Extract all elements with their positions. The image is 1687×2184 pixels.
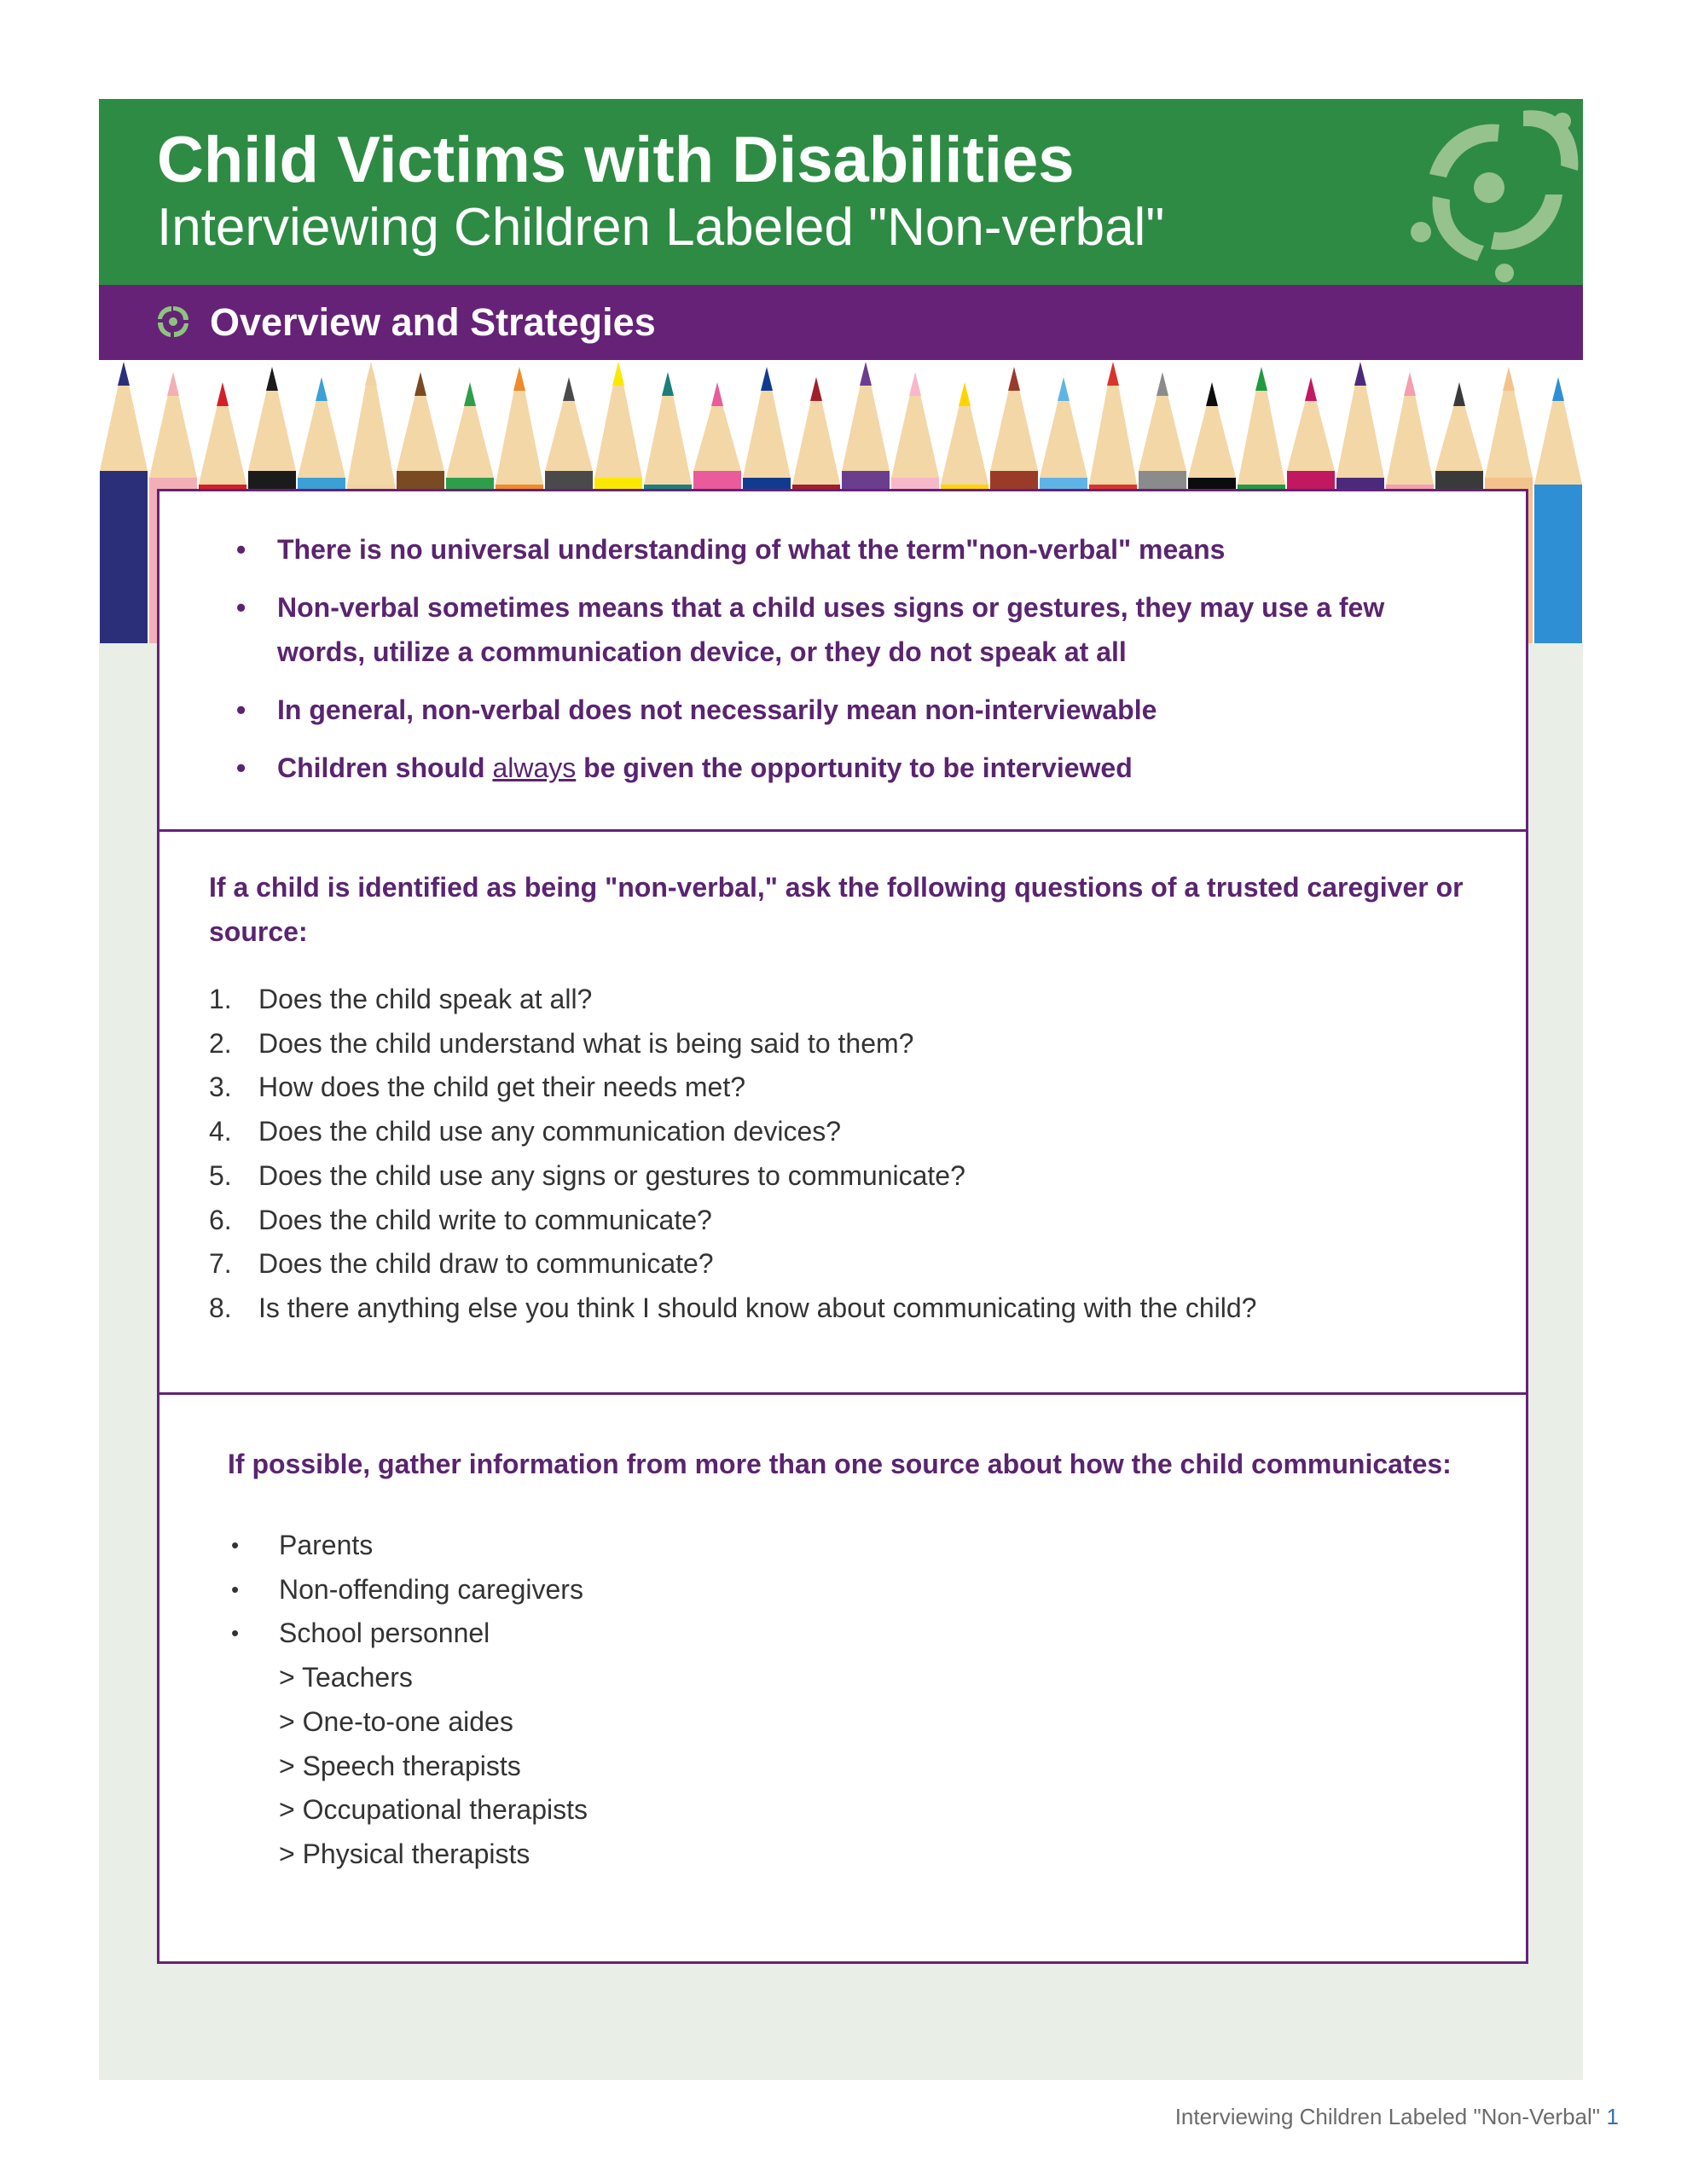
questions-heading: If a child is identified as being "non-verbal," ask the following questions of a trusted caregiver or source: xyxy=(209,872,1464,947)
question-item xyxy=(209,1199,1488,1243)
overview-bullet-list xyxy=(236,527,1430,804)
question-item xyxy=(209,1022,1488,1066)
source-item: • School personnel xyxy=(231,1612,1255,1656)
sources-heading: If possible, gather information from more than one source about how the child communicates: xyxy=(228,1449,1452,1479)
sources-list xyxy=(231,1524,1255,1877)
question-text: Is there anything else you think I should know about communicating with the child? xyxy=(258,1292,1257,1323)
question-item xyxy=(209,1066,1488,1110)
source-item: • Non-offending caregivers xyxy=(231,1568,1255,1612)
source-sub-item: > Teachers xyxy=(279,1662,413,1693)
overview-bullet xyxy=(236,746,1430,790)
overview-text: be given the opportunity to be interviewed xyxy=(576,752,1133,783)
question-item xyxy=(209,1154,1488,1199)
source-sub-item: > One-to-one aides xyxy=(279,1705,513,1737)
swirl-logo-icon xyxy=(1395,99,1583,285)
pencil xyxy=(1534,377,1582,643)
content-box xyxy=(157,489,1528,1964)
question-text: Does the child draw to communicate? xyxy=(258,1248,714,1280)
question-text: Does the child use any communication devices? xyxy=(258,1116,842,1147)
source-item: • Parents xyxy=(231,1524,1255,1568)
question-text: Does the child speak at all? xyxy=(258,984,593,1014)
question-item xyxy=(209,1242,1488,1287)
overview-bullet: • Non-verbal sometimes means that a child uses signs or gestures, they may use a few words, utilize a communication device, or they do not speak at all xyxy=(236,585,1430,674)
question-text: Does the child use any signs or gestures to communicate? xyxy=(258,1159,965,1191)
question-text: How does the child get their needs met? xyxy=(258,1072,745,1103)
question-number: 8. xyxy=(209,1292,232,1323)
overview-text: Children should xyxy=(277,752,493,783)
page-number: 1 xyxy=(1606,2104,1619,2129)
question-item xyxy=(209,1287,1488,1331)
pencil xyxy=(100,362,148,643)
question-text: Does the child understand what is being said to them? xyxy=(258,1027,914,1059)
overview-bullet: • In general, non-verbal does not necessarily mean non-interviewable xyxy=(236,688,1430,732)
question-number: 6. xyxy=(209,1204,232,1235)
emphasis-always: always xyxy=(492,752,577,783)
question-number: 1. xyxy=(209,984,232,1014)
section-banner xyxy=(99,285,1583,360)
question-number: 2. xyxy=(209,1027,232,1059)
section-divider xyxy=(159,829,1526,832)
source-sub-item: > Occupational therapists xyxy=(279,1794,588,1826)
question-number: 4. xyxy=(209,1116,232,1147)
section-title: Overview and Strategies xyxy=(210,300,656,344)
source-sub-item: > Physical therapists xyxy=(279,1838,530,1869)
question-number: 3. xyxy=(209,1072,232,1103)
document-subtitle: Interviewing Children Labeled "Non-verbal" xyxy=(157,198,1165,257)
source-sub-item: > Speech therapists xyxy=(279,1750,521,1781)
question-text: Does the child write to communicate? xyxy=(258,1204,712,1235)
questions-list xyxy=(209,978,1488,1331)
question-number: 5. xyxy=(209,1159,232,1191)
swirl-bullet-icon xyxy=(155,304,191,340)
question-item xyxy=(209,978,1488,1022)
section-divider xyxy=(159,1392,1526,1395)
overview-bullet: • There is no universal understanding of what the term"non-verbal" means xyxy=(236,527,1430,572)
question-number: 7. xyxy=(209,1248,232,1280)
document-title: Child Victims with Disabilities xyxy=(157,124,1075,196)
question-item xyxy=(209,1110,1488,1154)
footer-title: Interviewing Children Labeled "Non-Verbal" xyxy=(1174,2104,1600,2129)
header-banner xyxy=(99,99,1583,285)
